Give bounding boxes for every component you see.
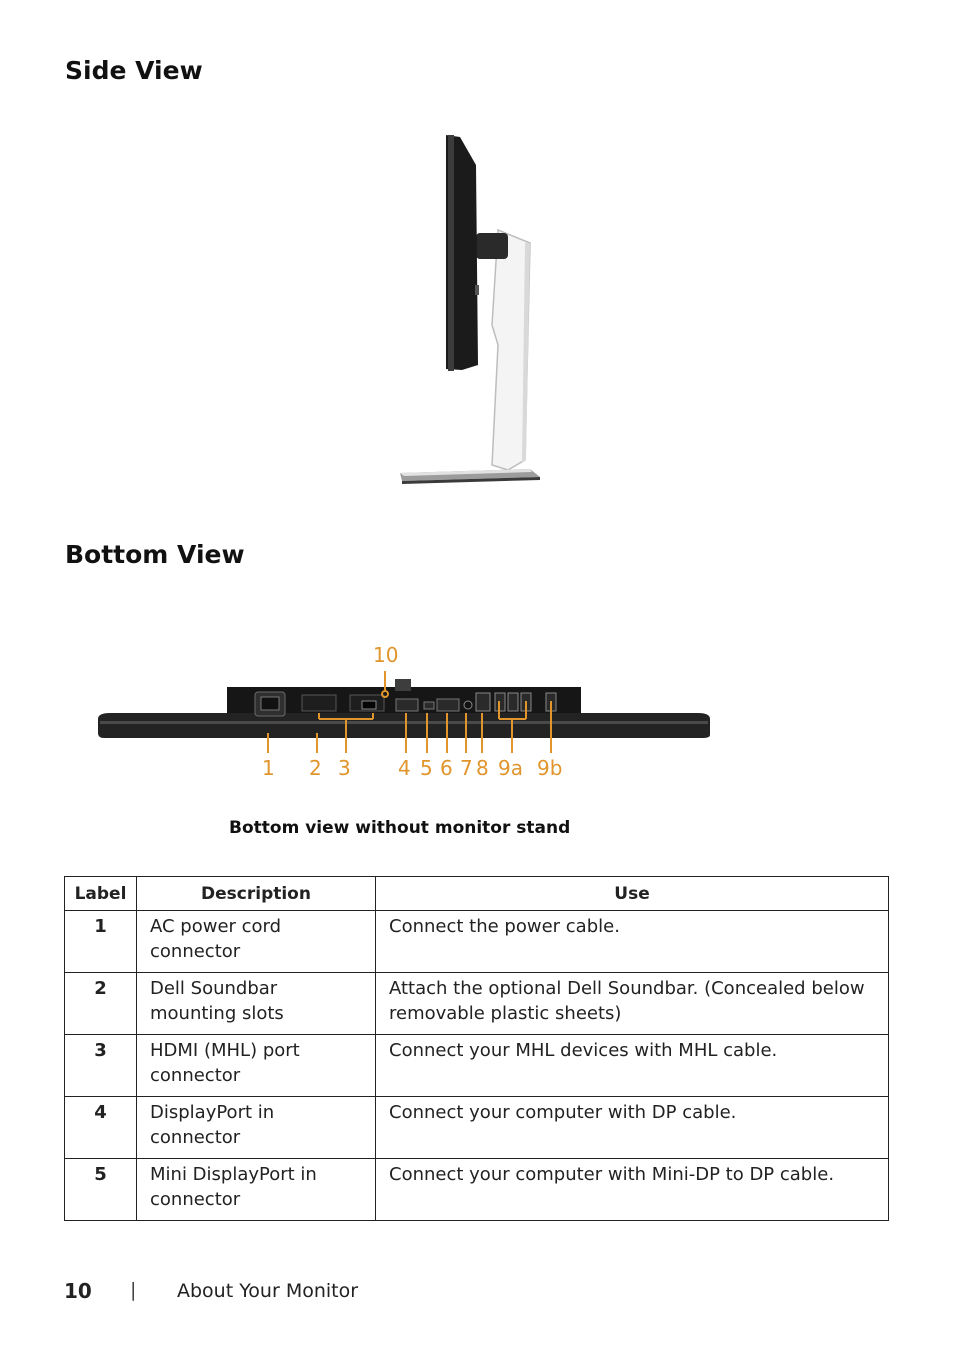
header-description: Description <box>137 877 376 911</box>
callout-label-7: 7 <box>460 756 473 780</box>
row-label: 2 <box>65 973 137 1035</box>
table-row <box>65 911 889 973</box>
row-use: Connect your MHL devices with MHL cable. <box>376 1035 889 1097</box>
monitor-bottom-view-image <box>90 635 720 785</box>
table-header-row <box>65 877 889 911</box>
callout-label-6: 6 <box>440 756 453 780</box>
row-description: Dell Soundbar mounting slots <box>137 973 376 1035</box>
page-number: 10 <box>64 1279 92 1303</box>
row-use: Connect your computer with Mini-DP to DP cable. <box>376 1159 889 1221</box>
row-use: Attach the optional Dell Soundbar. (Concealed below removable plastic sheets) <box>376 973 889 1035</box>
page-footer <box>64 1279 359 1303</box>
callout-label-10: 10 <box>373 643 399 667</box>
callout-label-2: 2 <box>309 756 322 780</box>
side-view-heading: Side View <box>65 56 203 85</box>
row-description: DisplayPort in connector <box>137 1097 376 1159</box>
row-use: Connect the power cable. <box>376 911 889 973</box>
table-row <box>65 1159 889 1221</box>
section-title: About Your Monitor <box>177 1280 359 1302</box>
row-label: 4 <box>65 1097 137 1159</box>
callout-label-1: 1 <box>262 756 275 780</box>
table-row <box>65 1097 889 1159</box>
callout-label-3: 3 <box>338 756 351 780</box>
row-use: Connect your computer with DP cable. <box>376 1097 889 1159</box>
monitor-side-view-image <box>380 125 560 490</box>
callout-label-8: 8 <box>476 756 489 780</box>
row-description: AC power cord connector <box>137 911 376 973</box>
row-label: 5 <box>65 1159 137 1221</box>
footer-separator: | <box>130 1279 137 1301</box>
callout-label-5: 5 <box>420 756 433 780</box>
header-label: Label <box>65 877 137 911</box>
bottom-view-heading: Bottom View <box>65 540 245 569</box>
row-label: 3 <box>65 1035 137 1097</box>
row-label: 1 <box>65 911 137 973</box>
callout-label-9a: 9a <box>498 756 523 780</box>
row-description: HDMI (MHL) port connector <box>137 1035 376 1097</box>
table-row <box>65 1035 889 1097</box>
bottom-view-caption: Bottom view without monitor stand <box>229 818 571 838</box>
table-row <box>65 973 889 1035</box>
callout-label-9b: 9b <box>537 756 563 780</box>
header-use: Use <box>376 877 889 911</box>
ports-table <box>64 876 889 1221</box>
callout-label-4: 4 <box>398 756 411 780</box>
row-description: Mini DisplayPort in connector <box>137 1159 376 1221</box>
